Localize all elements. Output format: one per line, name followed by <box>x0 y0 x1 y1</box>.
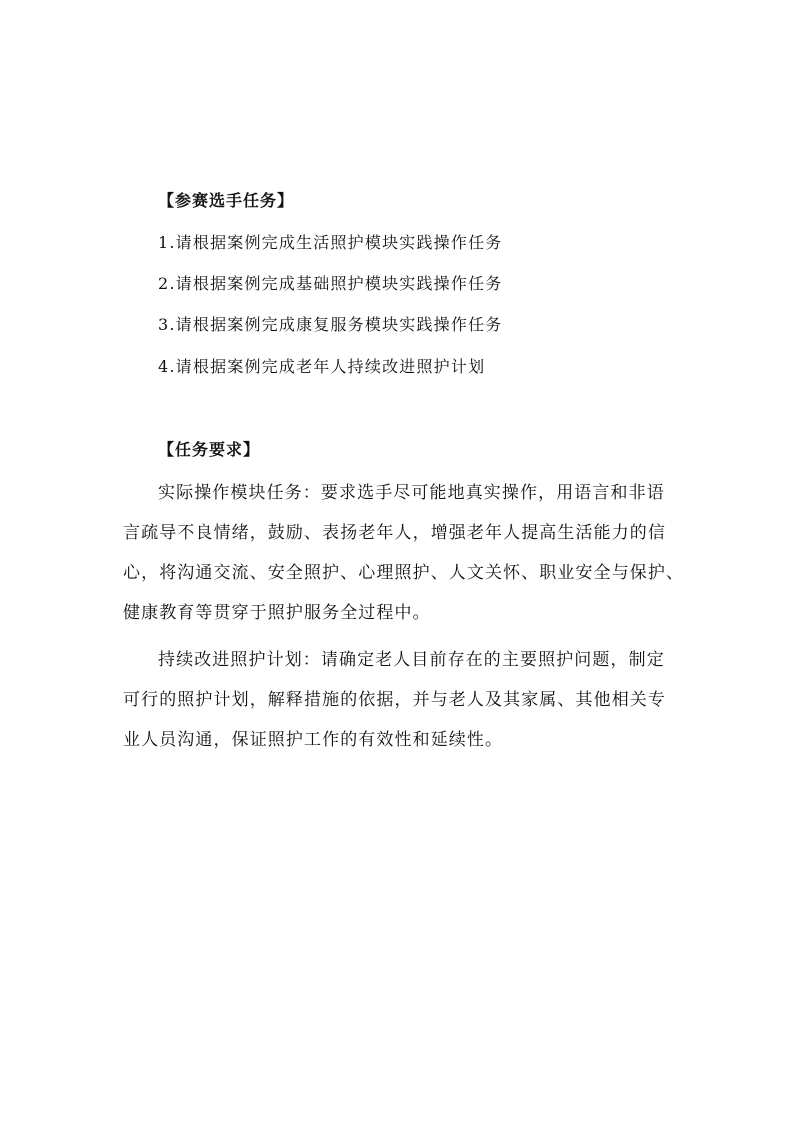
task-item-3: 3.请根据案例完成康复服务模块实践操作任务 <box>158 315 503 334</box>
task-item-4: 4.请根据案例完成老年人持续改进照护计划 <box>158 357 486 376</box>
care-plan-line-1: 持续改进照护计划：请确定老人目前存在的主要照护问题，制定 <box>158 650 665 670</box>
care-plan-line-2: 可行的照护计划，解释措施的依据，并与老人及其家属、其他相关专 <box>123 690 666 710</box>
practical-module-line-2: 言疏导不良情绪，鼓励、表扬老年人，增强老年人提高生活能力的信 <box>123 523 666 543</box>
task-item-2: 2.请根据案例完成基础照护模块实践操作任务 <box>158 274 503 293</box>
practical-module-line-4: 健康教育等贯穿于照护服务全过程中。 <box>123 603 431 623</box>
care-plan-line-3: 业人员沟通，保证照护工作的有效性和延续性。 <box>123 730 504 750</box>
task-requirements-heading: 【任务要求】 <box>158 440 261 459</box>
practical-module-line-1: 实际操作模块任务：要求选手尽可能地真实操作，用语言和非语 <box>158 483 665 503</box>
task-item-1: 1.请根据案例完成生活照护模块实践操作任务 <box>158 233 503 252</box>
practical-module-line-3: 心，将沟通交流、安全照护、心理照护、人文关怀、职业安全与保护、 <box>123 563 685 583</box>
participant-tasks-heading: 【参赛选手任务】 <box>158 191 295 210</box>
